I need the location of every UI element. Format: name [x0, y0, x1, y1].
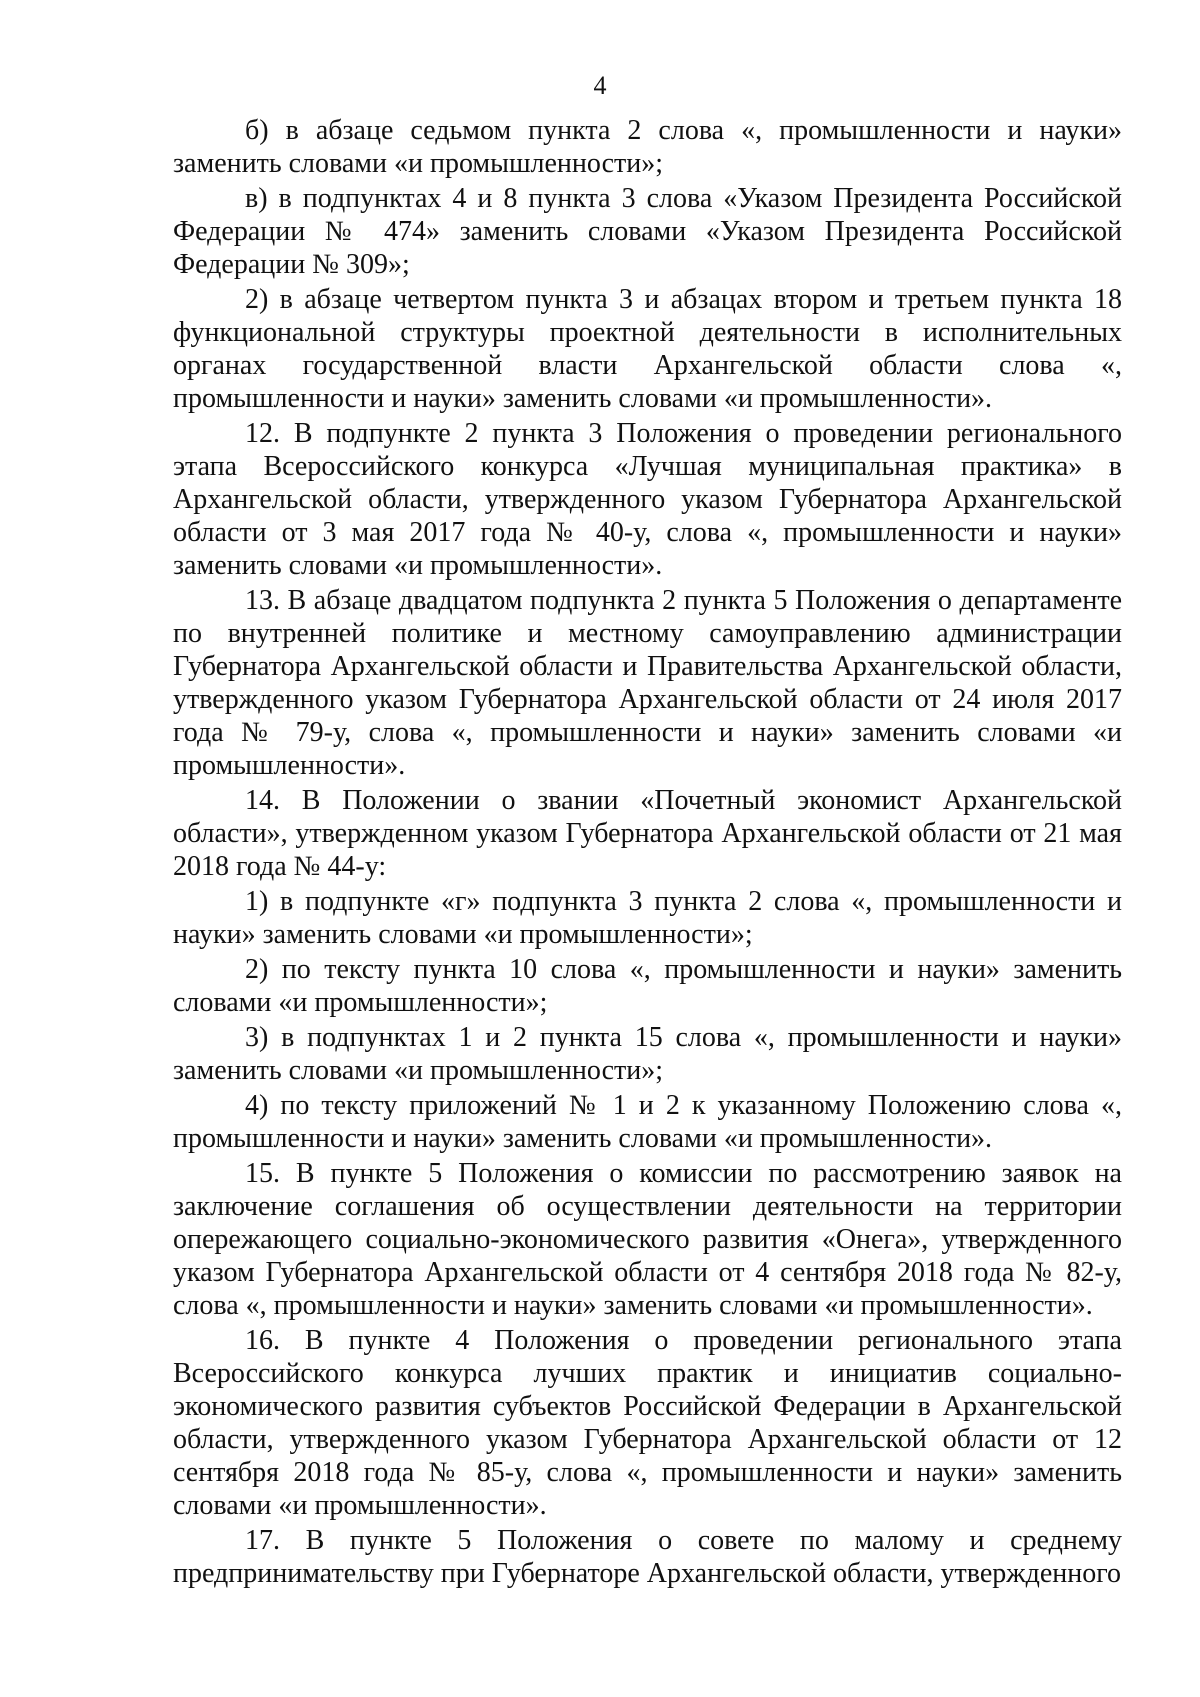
paragraph-item-16: 16. В пункте 4 Положения о проведении регионального этапа Всероссийского конкурса лучших практик и инициатив социально-экономического развития субъектов Российской Федерации в Архангельской области, утвержденного указом Губернатора Архангельской области от 12 сентября 2018 года № 85-у, слова «, промышленности и науки» заменить словами «и промышленности».	[173, 1325, 1122, 1521]
page-number: 4	[593, 71, 607, 100]
paragraph-item-14: 14. В Положении о звании «Почетный экономист Архангельской области», утвержденном указом Губернатора Архангельской области от 21 мая 2018 года № 44-у:	[173, 785, 1122, 882]
paragraph-subitem-2: 2) в абзаце четвертом пункта 3 и абзацах втором и третьем пункта 18 функциональной структуры проектной деятельности в исполнительных органах государственной власти Архангельской области слова «, промышленности и науки» заменить словами «и промышленности».	[173, 284, 1122, 414]
paragraph-item-17: 17. В пункте 5 Положения о совете по малому и среднему предпринимательству при Губернаторе Архангельской области, утвержденного	[173, 1525, 1122, 1589]
paragraph-item-13: 13. В абзаце двадцатом подпункта 2 пункта 5 Положения о департаменте по внутренней политике и местному самоуправлению администрации Губернатора Архангельской области и Правительства Архангельской области, утвержденного указом Губернатора Архангельской области от 24 июля 2017 года № 79-у, слова «, промышленности и науки» заменить словами «и промышленности».	[173, 585, 1122, 781]
paragraph-b-item-2: б) в абзаце седьмом пункта 2 слова «, промышленности и науки» заменить словами «и промышленности»;	[173, 115, 1122, 179]
paragraph-item-15: 15. В пункте 5 Положения о комиссии по рассмотрению заявок на заключение соглашения об осуществлении деятельности на территории опережающего социально-экономического развития «Онега», утвержденного указом Губернатора Архангельской области от 4 сентября 2018 года № 82-у, слова «, промышленности и науки» заменить словами «и промышленности».	[173, 1158, 1122, 1321]
document-body	[173, 114, 1122, 1590]
paragraph-item-12: 12. В подпункте 2 пункта 3 Положения о проведении регионального этапа Всероссийского конкурса «Лучшая муниципальная практика» в Архангельской области, утвержденного указом Губернатора Архангельской области от 3 мая 2017 года № 40-у, слова «, промышленности и науки» заменить словами «и промышленности».	[173, 418, 1122, 581]
paragraph-item-14-sub-4: 4) по тексту приложений № 1 и 2 к указанному Положению слова «, промышленности и науки» заменить словами «и промышленности».	[173, 1090, 1122, 1154]
paragraph-item-14-sub-3: 3) в подпунктах 1 и 2 пункта 15 слова «, промышленности и науки» заменить словами «и промышленности»;	[173, 1022, 1122, 1086]
paragraph-v-item-3: в) в подпунктах 4 и 8 пункта 3 слова «Указом Президента Российской Федерации № 474» заменить словами «Указом Президента Российской Федерации № 309»;	[173, 183, 1122, 280]
paragraph-item-14-sub-2: 2) по тексту пункта 10 слова «, промышленности и науки» заменить словами «и промышленности»;	[173, 954, 1122, 1018]
paragraph-item-14-sub-1: 1) в подпункте «г» подпункта 3 пункта 2 слова «, промышленности и науки» заменить словами «и промышленности»;	[173, 886, 1122, 950]
